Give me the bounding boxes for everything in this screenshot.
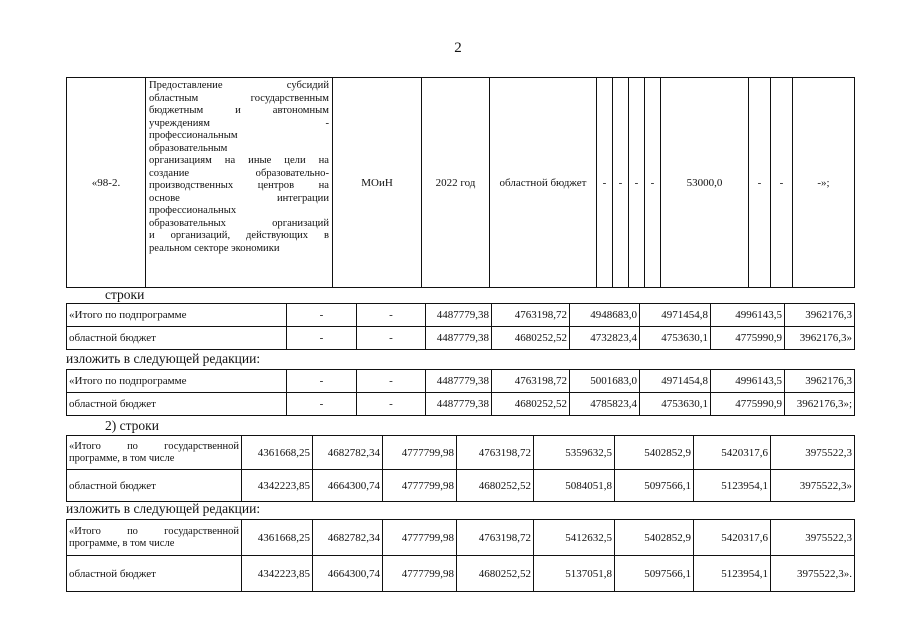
table-cell: 3962176,3»; xyxy=(785,393,855,416)
label-line: программе, в том числе xyxy=(69,537,175,549)
row-label: «Итого по подпрограмме xyxy=(67,370,287,393)
table-cell: 4732823,4 xyxy=(570,327,640,350)
table-cell: 4971454,8 xyxy=(640,370,711,393)
row-label: областной бюджет xyxy=(67,470,242,502)
table-cell: 4971454,8 xyxy=(640,304,711,327)
subprogram-table-new xyxy=(66,369,855,416)
table-cell: 5402852,9 xyxy=(615,520,694,556)
desc-line: производственных центров на xyxy=(149,180,329,191)
table-row xyxy=(67,393,855,416)
cell-dash: - xyxy=(749,78,771,288)
subprogram-table-old xyxy=(66,303,855,350)
desc-line: областным государственным xyxy=(149,92,329,104)
table-cell: 4948683,0 xyxy=(570,304,640,327)
page-number: 2 xyxy=(454,40,462,56)
table-cell: 5137051,8 xyxy=(534,556,615,592)
measure-description xyxy=(146,78,333,288)
table-cell: 4996143,5 xyxy=(711,304,785,327)
responsible-org: МОиН xyxy=(333,78,422,288)
table-cell: 3962176,3 xyxy=(785,304,855,327)
table-cell: 5097566,1 xyxy=(615,470,694,502)
row-label xyxy=(67,520,242,556)
table-cell: 4487779,38 xyxy=(426,304,492,327)
period: 2022 год xyxy=(422,78,490,288)
state-program-table-new xyxy=(66,519,855,592)
table-cell: 5001683,0 xyxy=(570,370,640,393)
table-cell: 4763198,72 xyxy=(492,370,570,393)
desc-line: и организаций, действующих в xyxy=(149,230,329,241)
desc-line: профессиональным xyxy=(149,130,238,141)
table-cell: 4342223,85 xyxy=(242,556,313,592)
table-cell: 4777799,98 xyxy=(383,520,457,556)
table-cell: 4753630,1 xyxy=(640,327,711,350)
table-cell: 4996143,5 xyxy=(711,370,785,393)
cell-dash: - xyxy=(613,78,629,288)
state-program-table-old xyxy=(66,435,855,502)
row-label: областной бюджет xyxy=(67,393,287,416)
section-label: изложить в следующей редакции: xyxy=(66,501,261,516)
table-cell: 4664300,74 xyxy=(313,470,383,502)
table-cell: 3975522,3 xyxy=(771,436,855,470)
table-cell: 3975522,3 xyxy=(771,520,855,556)
table-cell: - xyxy=(287,304,357,327)
table-cell: 4680252,52 xyxy=(457,470,534,502)
table-cell: 4682782,34 xyxy=(313,520,383,556)
table-cell: 5084051,8 xyxy=(534,470,615,502)
table-cell: 4487779,38 xyxy=(426,370,492,393)
table-row xyxy=(67,370,855,393)
table-cell: 4682782,34 xyxy=(313,436,383,470)
table-cell: 4342223,85 xyxy=(242,470,313,502)
table-cell: 5420317,6 xyxy=(694,436,771,470)
cell-dash: - xyxy=(597,78,613,288)
table-cell: - xyxy=(357,370,426,393)
table-cell: 3962176,3» xyxy=(785,327,855,350)
table-cell: 5420317,6 xyxy=(694,520,771,556)
table-cell: 4763198,72 xyxy=(492,304,570,327)
table-cell: 3975522,3». xyxy=(771,556,855,592)
table-cell: 4487779,38 xyxy=(426,327,492,350)
table-row xyxy=(67,470,855,502)
cell-dash: - xyxy=(629,78,645,288)
table-cell: 4753630,1 xyxy=(640,393,711,416)
row-number: «98-2. xyxy=(67,78,146,288)
row-label xyxy=(67,436,242,470)
table-cell: 5123954,1 xyxy=(694,556,771,592)
table-cell: 4664300,74 xyxy=(313,556,383,592)
desc-line: профессиональных xyxy=(149,205,237,216)
table-cell: 5412632,5 xyxy=(534,520,615,556)
row-label: областной бюджет xyxy=(67,556,242,592)
cell-dash: - xyxy=(771,78,793,288)
table-cell: 5097566,1 xyxy=(615,556,694,592)
row-end: -»; xyxy=(793,78,855,288)
table-cell: 4680252,52 xyxy=(492,393,570,416)
desc-line: организациям на иные цели на xyxy=(149,155,329,166)
table-cell: - xyxy=(357,327,426,350)
table-cell: 4785823,4 xyxy=(570,393,640,416)
row-label: «Итого по подпрограмме xyxy=(67,304,287,327)
table-row xyxy=(67,556,855,592)
table-cell: 4487779,38 xyxy=(426,393,492,416)
table-cell: 4777799,98 xyxy=(383,556,457,592)
table-cell: 4775990,9 xyxy=(711,393,785,416)
table-cell: - xyxy=(357,393,426,416)
table-cell: - xyxy=(287,370,357,393)
table-row xyxy=(67,436,855,470)
label-line: «Итого по государственной xyxy=(69,525,239,537)
desc-line: Предоставление субсидий xyxy=(149,80,329,91)
label-line: программе, в том числе xyxy=(69,452,175,464)
table-cell: 5359632,5 xyxy=(534,436,615,470)
table-cell: 4763198,72 xyxy=(457,436,534,470)
funding-source: областной бюджет xyxy=(490,78,597,288)
table-cell: 4777799,98 xyxy=(383,436,457,470)
desc-line: образовательным xyxy=(149,142,228,154)
desc-line: реальном секторе экономики xyxy=(149,242,280,254)
desc-line: образовательных организаций xyxy=(149,217,329,229)
table-row xyxy=(67,304,855,327)
section-label: строки xyxy=(105,287,145,302)
section-label: 2) строки xyxy=(105,418,159,433)
program-row xyxy=(67,78,855,288)
table-cell: 4775990,9 xyxy=(711,327,785,350)
table-row xyxy=(67,327,855,350)
table-cell: - xyxy=(287,393,357,416)
table-cell: - xyxy=(287,327,357,350)
desc-line: основе интеграции xyxy=(149,192,329,204)
desc-line: бюджетным и автономным xyxy=(149,105,329,116)
section-label: изложить в следующей редакции: xyxy=(66,351,261,366)
table-cell: 3975522,3» xyxy=(771,470,855,502)
desc-line: создание образовательно- xyxy=(149,167,329,179)
desc-line: учреждениям - xyxy=(149,117,329,129)
table-cell: 4361668,25 xyxy=(242,520,313,556)
row-label: областной бюджет xyxy=(67,327,287,350)
table-cell: 3962176,3 xyxy=(785,370,855,393)
table-cell: 4777799,98 xyxy=(383,470,457,502)
table-cell: - xyxy=(357,304,426,327)
table-cell: 4763198,72 xyxy=(457,520,534,556)
table-cell: 5123954,1 xyxy=(694,470,771,502)
program-row-table xyxy=(66,77,855,288)
label-line: «Итого по государственной xyxy=(69,440,239,452)
amount-cell: 53000,0 xyxy=(661,78,749,288)
table-cell: 4361668,25 xyxy=(242,436,313,470)
table-cell: 4680252,52 xyxy=(492,327,570,350)
table-cell: 5402852,9 xyxy=(615,436,694,470)
cell-dash: - xyxy=(645,78,661,288)
table-row xyxy=(67,520,855,556)
table-cell: 4680252,52 xyxy=(457,556,534,592)
